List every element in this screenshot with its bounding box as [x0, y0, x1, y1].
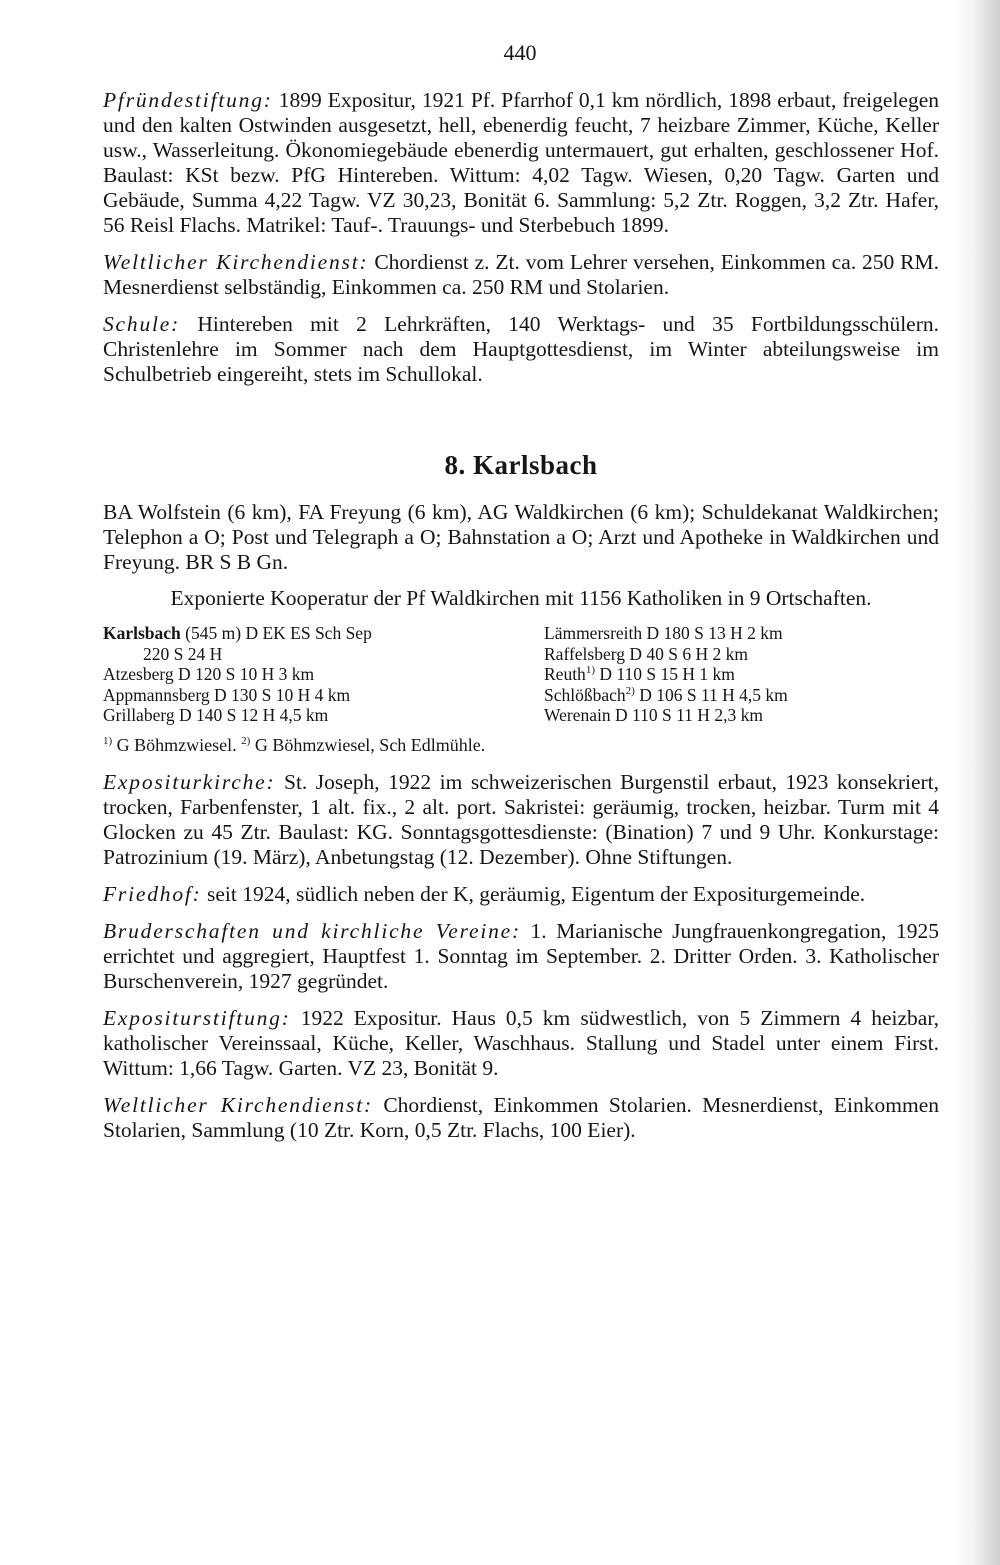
section-label: Expositurkirche: [103, 769, 276, 794]
footnote-marker: 1) [585, 664, 595, 677]
footnote-marker: 2) [625, 684, 635, 697]
footnote-marker: 1) [103, 734, 113, 747]
village-details: (545 m) D EK ES Sch Sep [180, 623, 372, 643]
village-details: D 110 S 15 H 1 km [594, 664, 735, 684]
section-label: Pfründestiftung: [103, 88, 273, 112]
village-row [544, 664, 939, 685]
section-text: St. Joseph, 1922 im schweizerischen Burgenstil erbaut, 1923 konsekriert, trocken, Farbenfenster, 1 alt. fix., 2 alt. port. Sakristei: geräumig, trocken, heizbar. Turm mit 4 Glocken zu 45 Ztr. Baulast: KG. Sonntagsgottesdienste: (Bination) 7 und 9 Uhr. Konkurstage: Patrozinium (19. März), Anbetungstag (12. Dezember). Ohne Stiftungen. [103, 769, 939, 869]
friedhof-paragraph [103, 882, 939, 907]
village-name: Reuth [544, 664, 586, 684]
footnote-text: G Böhmzwiesel. [112, 734, 242, 755]
village-row-continuation: 220 S 24 H [143, 643, 223, 664]
village-name: Schlößbach [544, 684, 626, 705]
section-label: Expositurstiftung: [103, 1005, 291, 1030]
section-label: Schule: [103, 312, 181, 336]
section-label: Friedhof: [103, 881, 202, 906]
exponierte-kooperatur-line: Exponierte Kooperatur der Pf Waldkirchen mit 1156 Katholiken in 9 Ortschaften. [170, 586, 872, 610]
village-row: Grillaberg D 140 S 12 H 4,5 km [103, 705, 329, 725]
village-row [544, 685, 939, 706]
schule-paragraph [103, 312, 939, 387]
page-number: 440 [503, 40, 537, 65]
village-row: Raffelsberg D 40 S 6 H 2 km [544, 643, 748, 664]
village-row: Werenain D 110 S 11 H 2,3 km [544, 705, 763, 725]
section-label: Bruderschaften und kirchliche Vereine: [103, 918, 521, 943]
bruderschaften-paragraph [103, 919, 939, 994]
expositurkirche-paragraph [103, 770, 939, 870]
page-gutter-shadow [952, 0, 1000, 1565]
footnote-marker: 2) [241, 734, 251, 747]
village-name-karlsbach: Karlsbach [103, 623, 181, 643]
village-row [103, 623, 513, 644]
footnote-text: G Böhmzwiesel, Sch Edlmühle. [250, 734, 486, 755]
village-row: Appmannsberg D 130 S 10 H 4 km [103, 684, 351, 705]
section-text: Chordienst, Einkommen Stolarien. Mesnerdienst, Einkommen Stolarien, Sammlung (10 Ztr. Korn, 0,5 Ztr. Flachs, 100 Eier). [103, 1092, 939, 1142]
section-text: Chordienst z. Zt. vom Lehrer versehen, Einkommen ca. 250 RM. Mesnerdienst selbständig, Einkommen ca. 250 RM und Stolarien. [103, 250, 940, 299]
page-content [103, 88, 939, 1155]
expositurstiftung-paragraph [103, 1006, 939, 1081]
section-text: seit 1924, südlich neben der K, geräumig, Eigentum der Expositurgemeinde. [201, 881, 866, 906]
section-label: Weltlicher Kirchendienst: [103, 1092, 373, 1117]
weltlicher-kirchendienst-paragraph-2 [103, 1093, 939, 1143]
village-column-left [103, 623, 513, 726]
section-text: 1. Marianische Jungfrauenkongregation, 1925 errichtet und aggregiert, Hauptfest 1. Sonntag im September. 2. Dritter Orden. 3. Katholischer Burschenverein, 1927 gegründet. [103, 918, 939, 993]
parish-heading: 8. Karlsbach [444, 450, 598, 480]
village-row: Lämmersreith D 180 S 13 H 2 km [544, 623, 783, 643]
village-table [103, 623, 939, 726]
weltlicher-kirchendienst-paragraph-1 [103, 250, 939, 300]
village-column-right [544, 623, 939, 726]
section-text: Hintereben mit 2 Lehrkräften, 140 Werktags- und 35 Fortbildungsschülern. Christenlehre im Sommer nach dem Hauptgottesdienst, im Winter abteilungsweise im Schulbetrieb eingereiht, stets im Schullokal. [103, 312, 939, 386]
section-text: 1922 Expositur. Haus 0,5 km südwestlich, von 5 Zimmern 4 heizbar, katholischer Vereinssaal, Küche, Keller, Waschhaus. Stallung und Stadel unter einem First. Wittum: 1,66 Tagw. Garten. VZ 23, Bonität 9. [103, 1005, 939, 1080]
village-footnotes [103, 734, 939, 756]
section-text: 1899 Expositur, 1921 Pf. Pfarrhof 0,1 km nördlich, 1898 erbaut, freigelegen und den kalten Ostwinden ausgesetzt, hell, ebenerdig feucht, 7 heizbare Zimmer, Küche, Keller usw., Wasserleitung. Ökonomiegebäude ebenerdig untermauert, gut erhalten, geschlossener Hof. Baulast: KSt bezw. PfG Hintereben. Wittum: 4,02 Tagw. Wiesen, 0,20 Tagw. Garten und Gebäude, Summa 4,22 Tagw. VZ 30,23, Bonität 6. Sammlung: 5,2 Ztr. Roggen, 3,2 Ztr. Hafer, 56 Reisl Flachs. Matrikel: Tauf-. Trauungs- und Sterbebuch 1899. [103, 88, 939, 237]
section-label: Weltlicher Kirchendienst: [103, 250, 369, 274]
village-row: Atzesberg D 120 S 10 H 3 km [103, 664, 315, 684]
village-details: D 106 S 11 H 4,5 km [634, 684, 788, 705]
parish-intro: BA Wolfstein (6 km), FA Freyung (6 km), AG Waldkirchen (6 km); Schuldekanat Waldkirchen; Telephon a O; Post und Telegraph a O; Bahnstation a O; Arzt und Apotheke in Waldkirchen und Freyung. BR S B Gn. [103, 500, 939, 574]
pfruendestiftung-paragraph [103, 88, 939, 238]
